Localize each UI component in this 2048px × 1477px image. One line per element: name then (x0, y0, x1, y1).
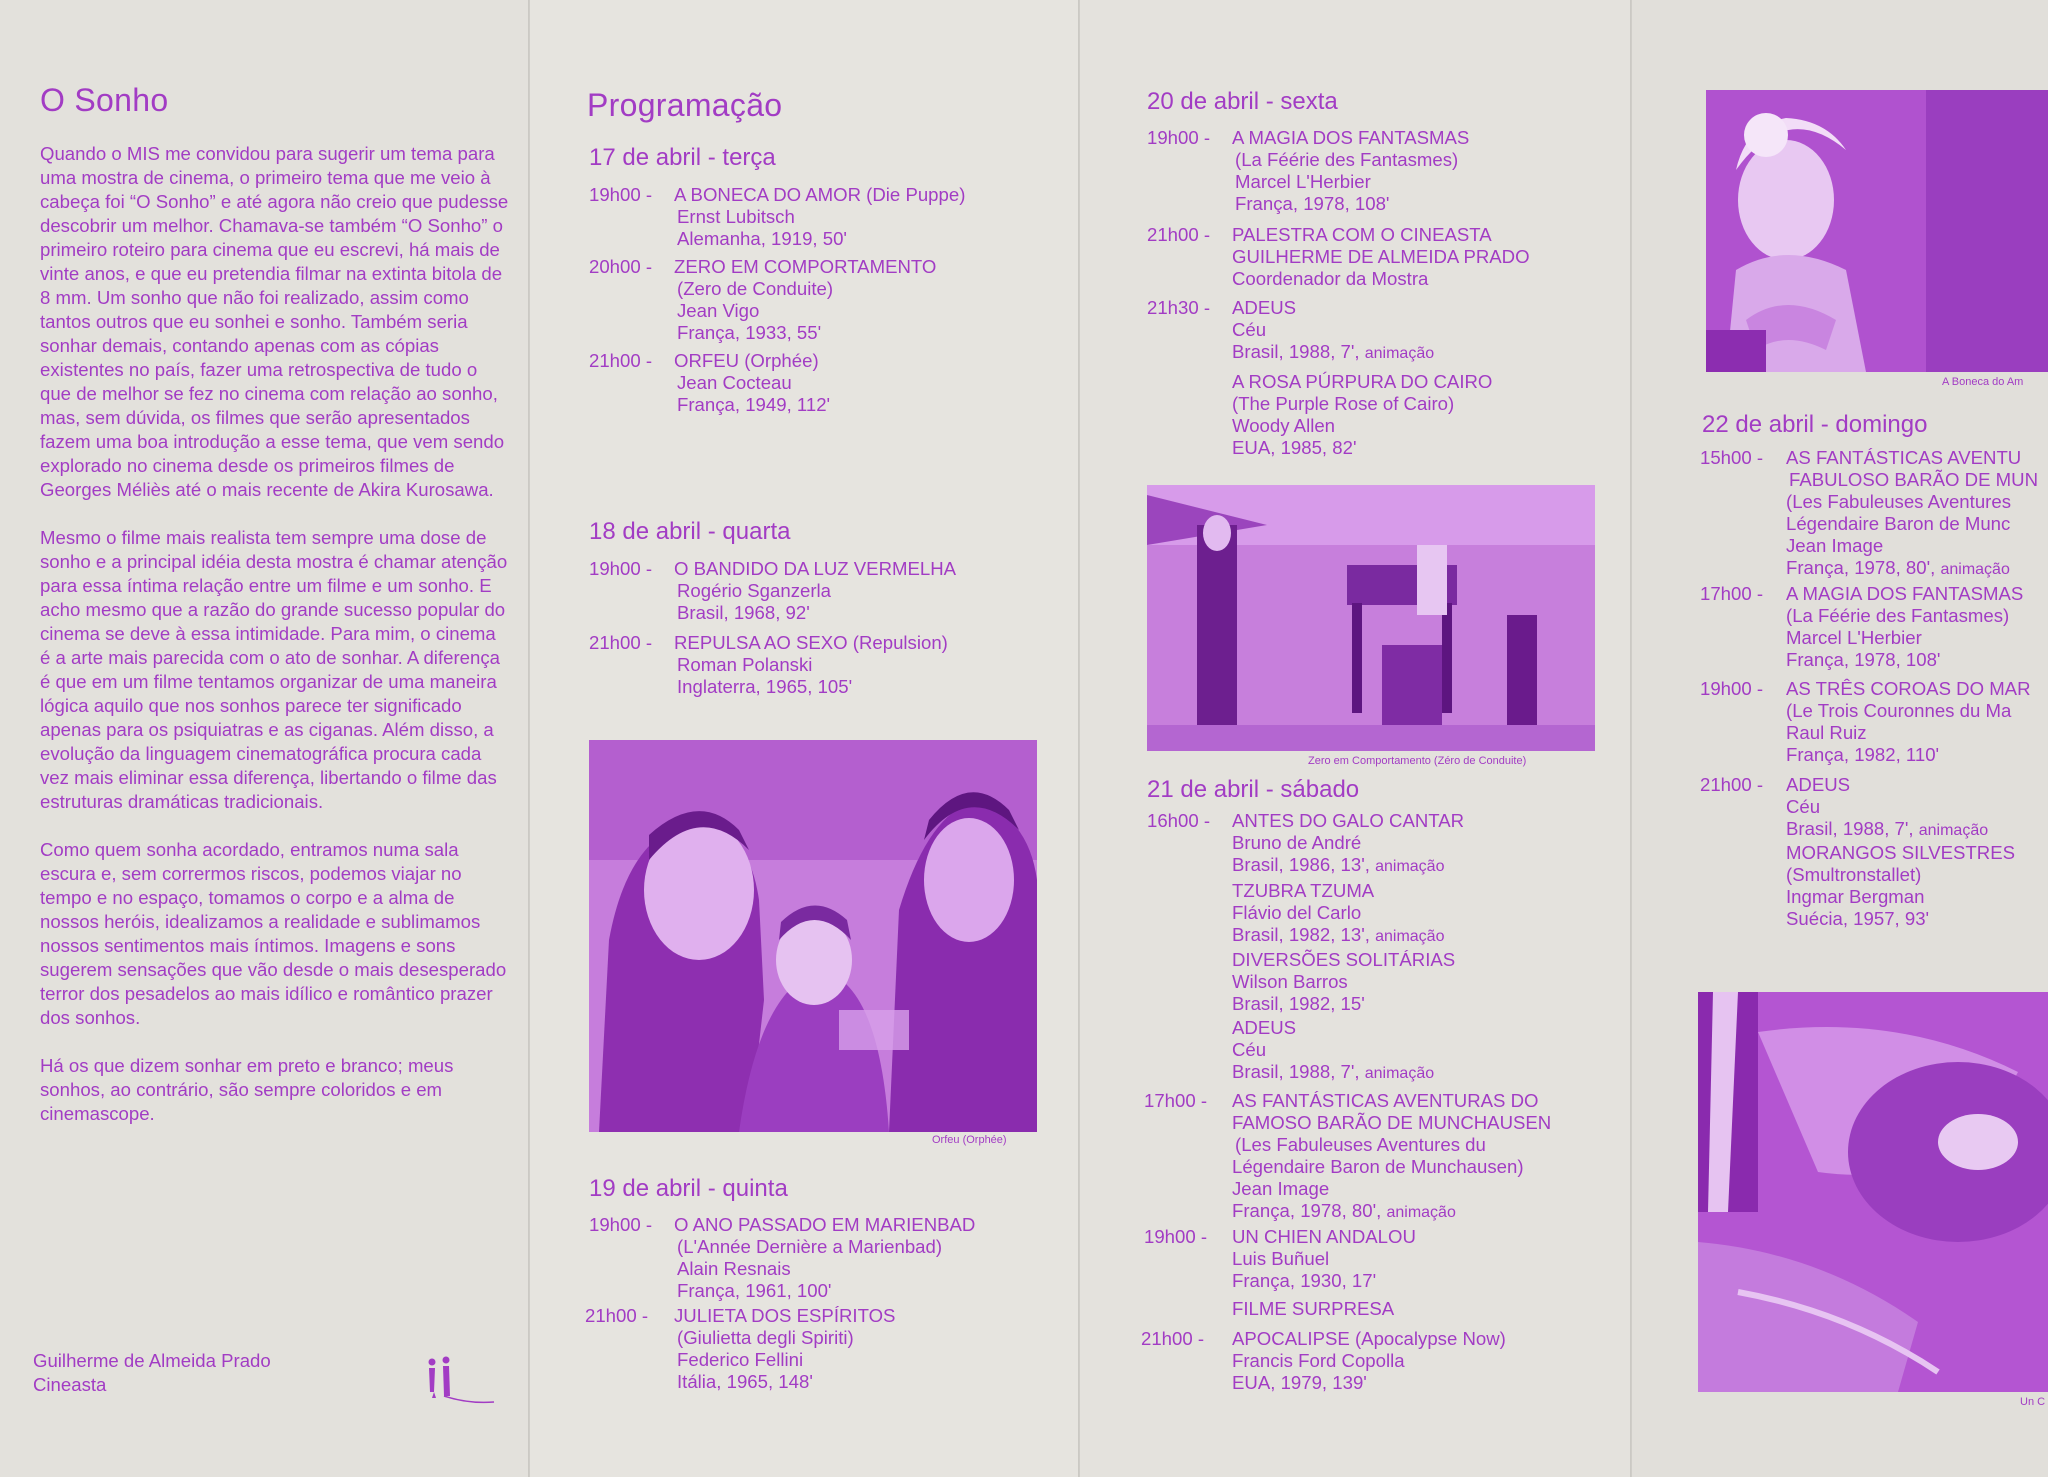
photo-caption: Un C (2020, 1396, 2046, 1408)
film-director: Marcel L'Herbier (1786, 627, 1922, 648)
film-info: França, 1933, 55' (677, 322, 822, 343)
film-title: A MAGIA DOS FANTASMAS (1786, 583, 2024, 604)
entry-time: 20h00 - (589, 256, 653, 277)
film-info: Brasil, 1982, 15' (1232, 993, 1365, 1014)
film-info: França, 1978, 80', animação (1232, 1200, 1456, 1221)
entry-time: 19h00 - (1144, 1226, 1208, 1247)
schedule-entry (589, 558, 1069, 628)
film-original-title: (Le Trois Couronnes du Ma (1786, 700, 2012, 721)
entry-time: 19h00 - (1700, 678, 1764, 699)
film-original-title: (La Féérie des Fantasmes) (1235, 149, 1459, 170)
film-title: A MAGIA DOS FANTASMAS (1232, 127, 1470, 148)
event-title: PALESTRA COM O CINEASTA (1232, 224, 1492, 245)
schedule-entry (1147, 127, 1617, 219)
film-title: TZUBRA TZUMA (1232, 880, 1375, 901)
film-title: DIVERSÕES SOLITÁRIAS (1232, 949, 1456, 970)
film-director: Céu (1232, 319, 1267, 340)
schedule-title: Programação (587, 87, 783, 123)
film-title: MORANGOS SILVESTRES (1786, 842, 2016, 863)
schedule-entry (1232, 371, 1622, 459)
film-title: AS TRÊS COROAS DO MAR (1786, 678, 2031, 699)
film-info: Suécia, 1957, 93' (1786, 908, 1930, 929)
schedule-entry (589, 632, 1069, 702)
signature-role: Cineasta (33, 1374, 107, 1395)
entry-time: 21h00 - (1141, 1328, 1205, 1349)
schedule-entry (1147, 224, 1617, 294)
film-director: Federico Fellini (677, 1349, 804, 1370)
film-info: França, 1978, 108' (1786, 649, 1941, 670)
film-still-a-boneca-do-amor (1706, 90, 2048, 372)
film-original-title: (The Purple Rose of Cairo) (1232, 393, 1455, 414)
film-title: A BONECA DO AMOR (Die Puppe) (674, 184, 966, 205)
film-info: França, 1982, 110' (1786, 744, 1940, 765)
film-info: EUA, 1979, 139' (1232, 1372, 1367, 1393)
film-info: Alemanha, 1919, 50' (677, 228, 847, 249)
schedule-entry (1232, 880, 1622, 948)
film-director: Jean Cocteau (677, 372, 792, 393)
essay-title: O Sonho (40, 82, 169, 118)
film-info: Inglaterra, 1965, 105' (677, 676, 853, 697)
entry-time: 21h00 - (1147, 224, 1211, 245)
film-director: Céu (1232, 1039, 1267, 1060)
film-still-zero-de-conduite (1147, 485, 1595, 751)
film-info: Brasil, 1988, 7', animação (1232, 1061, 1435, 1082)
signature (33, 1349, 271, 1397)
day-heading: 22 de abril - domingo (1702, 411, 1928, 438)
schedule-entry (1232, 949, 1622, 1015)
film-info: Brasil, 1986, 13', animação (1232, 854, 1445, 875)
schedule-entry (589, 1214, 1069, 1306)
film-title: O ANO PASSADO EM MARIENBAD (674, 1214, 976, 1235)
film-director: Marcel L'Herbier (1235, 171, 1371, 192)
schedule-entry (1147, 810, 1617, 880)
essay-paragraph: Há os que dizem sonhar em preto e branco; meus sonhos, ao contrário, são sempre coloridos e em cinemascope. (40, 1055, 454, 1124)
schedule-entry (1144, 1090, 1624, 1226)
schedule-entry (589, 256, 1069, 348)
film-director: Ingmar Bergman (1786, 886, 1925, 907)
essay-paragraph: Quando o MIS me convidou para sugerir um tema para uma mostra de cinema, o primeiro tema que me veio à cabeça foi “O Sonho” e até agora não creio que pudesse descobrir um melhor. Chamava-se também “O Sonho” o primeiro roteiro para cinema que eu escrevi, há mais de vinte anos, e que eu pretendia filmar na extinta bitola de 8 mm. Um sonho que não foi realizado, assim como tantos outros que eu sonhei e sonho. Também seria sonhar demais, contando apenas com as cópias existentes no país, fazer uma retrospectiva de tudo o que de melhor se fez no cinema com relação ao sonho, mas, sem dúvida, os filmes que serão apresentados fazem uma boa introdução a esse tema, que vem sendo explorado no cinema desde os primeiros filmes de Georges Méliès até o mais recente de Akira Kurosawa. (40, 143, 509, 500)
film-director: Raul Ruiz (1786, 722, 1867, 743)
panel-o-sonho (0, 0, 528, 1477)
film-info: França, 1949, 112' (677, 394, 831, 415)
entry-time: 19h00 - (1147, 127, 1211, 148)
schedule-entry (1700, 447, 2048, 583)
schedule-entry (589, 350, 1069, 420)
film-title: ANTES DO GALO CANTAR (1232, 810, 1465, 831)
film-director: Jean Image (1786, 535, 1884, 556)
film-director: Alain Resnais (677, 1258, 791, 1279)
film-info: França, 1961, 100' (677, 1280, 832, 1301)
essay-body (40, 142, 510, 1150)
film-director: Jean Vigo (677, 300, 760, 321)
film-title: APOCALIPSE (Apocalypse Now) (1232, 1328, 1506, 1349)
film-director: Ernst Lubitsch (677, 206, 795, 227)
film-title: A ROSA PÚRPURA DO CAIRO (1232, 371, 1493, 392)
film-original-title: (Giulietta degli Spiriti) (677, 1327, 854, 1348)
film-original-title: Légendaire Baron de Munchausen) (1232, 1156, 1524, 1177)
film-title: O BANDIDO DA LUZ VERMELHA (674, 558, 957, 579)
film-original-title: (Smultronstallet) (1786, 864, 1922, 885)
event-role: Coordenador da Mostra (1232, 268, 1429, 289)
film-director: Céu (1786, 796, 1821, 817)
entry-time: 21h00 - (585, 1305, 649, 1326)
film-title: FAMOSO BARÃO DE MUNCHAUSEN (1232, 1112, 1552, 1133)
film-title: AS FANTÁSTICAS AVENTURAS DO (1232, 1090, 1539, 1111)
schedule-entry (1141, 1328, 1621, 1398)
entry-time: 15h00 - (1700, 447, 1764, 468)
panel-schedule-20-21 (1080, 0, 1630, 1477)
schedule-entry (585, 1305, 1065, 1397)
panel-programacao (530, 0, 1078, 1477)
photo-caption: Orfeu (Orphée) (932, 1134, 1007, 1146)
schedule-entry (589, 184, 1069, 254)
schedule-entry (1786, 842, 2048, 930)
film-title: FILME SURPRESA (1232, 1298, 1395, 1319)
film-original-title: (Zero de Conduite) (677, 278, 834, 299)
film-original-title: (Les Fabuleuses Aventures (1786, 491, 2011, 512)
day-heading: 19 de abril - quinta (589, 1175, 788, 1202)
film-info: França, 1930, 17' (1232, 1270, 1377, 1291)
film-original-title: Légendaire Baron de Munc (1786, 513, 2011, 534)
film-director: Francis Ford Copolla (1232, 1350, 1405, 1371)
film-info: Brasil, 1988, 7', animação (1232, 341, 1435, 362)
film-title: ADEUS (1232, 1017, 1297, 1038)
schedule-entry (1700, 774, 2048, 844)
film-director: Wilson Barros (1232, 971, 1348, 992)
film-info: Brasil, 1982, 13', animação (1232, 924, 1445, 945)
film-director: Woody Allen (1232, 415, 1336, 436)
entry-time: 19h00 - (589, 184, 653, 205)
film-title: ORFEU (Orphée) (674, 350, 819, 371)
day-heading: 20 de abril - sexta (1147, 88, 1338, 115)
entry-time: 21h00 - (589, 632, 653, 653)
film-info: Itália, 1965, 148' (677, 1371, 813, 1392)
schedule-entry (1700, 583, 2048, 675)
entry-time: 19h00 - (589, 558, 653, 579)
photo-caption: A Boneca do Am (1942, 376, 2024, 388)
film-original-title: (La Féérie des Fantasmes) (1786, 605, 2010, 626)
day-heading: 18 de abril - quarta (589, 518, 791, 545)
schedule-entry (1232, 1017, 1622, 1085)
film-title: ADEUS (1786, 774, 1851, 795)
panel-schedule-22 (1632, 0, 2048, 1477)
film-director: Rogério Sganzerla (677, 580, 832, 601)
entry-time: 19h00 - (589, 1214, 653, 1235)
entry-time: 21h00 - (1700, 774, 1764, 795)
film-title: ZERO EM COMPORTAMENTO (674, 256, 937, 277)
film-info: EUA, 1985, 82' (1232, 437, 1357, 458)
film-director: Jean Image (1232, 1178, 1330, 1199)
film-info: França, 1978, 80', animação (1786, 557, 2010, 578)
schedule-entry (1232, 1298, 1622, 1320)
entry-time: 16h00 - (1147, 810, 1211, 831)
film-info: Brasil, 1988, 7', animação (1786, 818, 1989, 839)
film-title: ADEUS (1232, 297, 1297, 318)
film-director: Roman Polanski (677, 654, 813, 675)
film-title: FABULOSO BARÃO DE MUN (1789, 469, 2038, 490)
film-title: JULIETA DOS ESPÍRITOS (674, 1305, 896, 1326)
film-still-orfeu (589, 740, 1037, 1132)
essay-paragraph: Mesmo o filme mais realista tem sempre uma dose de sonho e a principal idéia desta mostra é chamar atenção para essa íntima relação entre um filme e um sonho. E acho mesmo que a razão do grande sucesso popular do cinema se deve à essa intimidade. Para mim, o cinema é a arte mais parecida com o ato de sonhar. A diferença é que em um filme tentamos organizar de uma maneira lógica aquilo que nos sonhos parece ter significado apenas para os psiquiatras e as ciganas. Além disso, a evolução da linguagem cinematográfica procura cada vez mais eliminar essa diferença, libertando o filme das estruturas dramáticas tradicionais. (40, 527, 508, 812)
entry-time: 17h00 - (1144, 1090, 1208, 1111)
film-info: Brasil, 1968, 92' (677, 602, 810, 623)
essay-paragraph: Como quem sonha acordado, entramos numa sala escura e, sem corrermos riscos, podemos viajar no tempo e no espaço, tomamos o corpo e a alma de nossos heróis, idealizamos a realidade e sublimamos nossos sentimentos mais íntimos. Imagens e sons sugerem sensações que vão desde o mais desesperado terror dos pesadelos ao mais idílico e romântico prazer dos sonhos. (40, 839, 507, 1028)
film-director: Flávio del Carlo (1232, 902, 1362, 923)
schedule-entry (1147, 297, 1617, 367)
film-director: Luis Buñuel (1232, 1248, 1330, 1269)
film-title: REPULSA AO SEXO (Repulsion) (674, 632, 948, 653)
schedule-entry (1700, 678, 2048, 770)
day-heading: 17 de abril - terça (589, 144, 776, 171)
film-director: Bruno de André (1232, 832, 1362, 853)
entry-time: 21h30 - (1147, 297, 1211, 318)
entry-time: 21h00 - (589, 350, 653, 371)
film-info: França, 1978, 108' (1235, 193, 1390, 214)
film-still-un-chien-andalou (1698, 992, 2048, 1392)
film-original-title: (Les Fabuleuses Aventures du (1235, 1134, 1486, 1155)
film-original-title: (L'Année Dernière a Marienbad) (677, 1236, 943, 1257)
photo-caption: Zero em Comportamento (Zéro de Conduite) (1308, 755, 1527, 767)
signature-name: Guilherme de Almeida Prado (33, 1350, 271, 1371)
entry-time: 17h00 - (1700, 583, 1764, 604)
film-title: UN CHIEN ANDALOU (1232, 1226, 1416, 1247)
schedule-entry (1144, 1226, 1624, 1296)
film-title: AS FANTÁSTICAS AVENTU (1786, 447, 2022, 468)
logo-figures-icon (418, 1352, 498, 1422)
day-heading: 21 de abril - sábado (1147, 776, 1360, 803)
event-guest: GUILHERME DE ALMEIDA PRADO (1232, 246, 1530, 267)
